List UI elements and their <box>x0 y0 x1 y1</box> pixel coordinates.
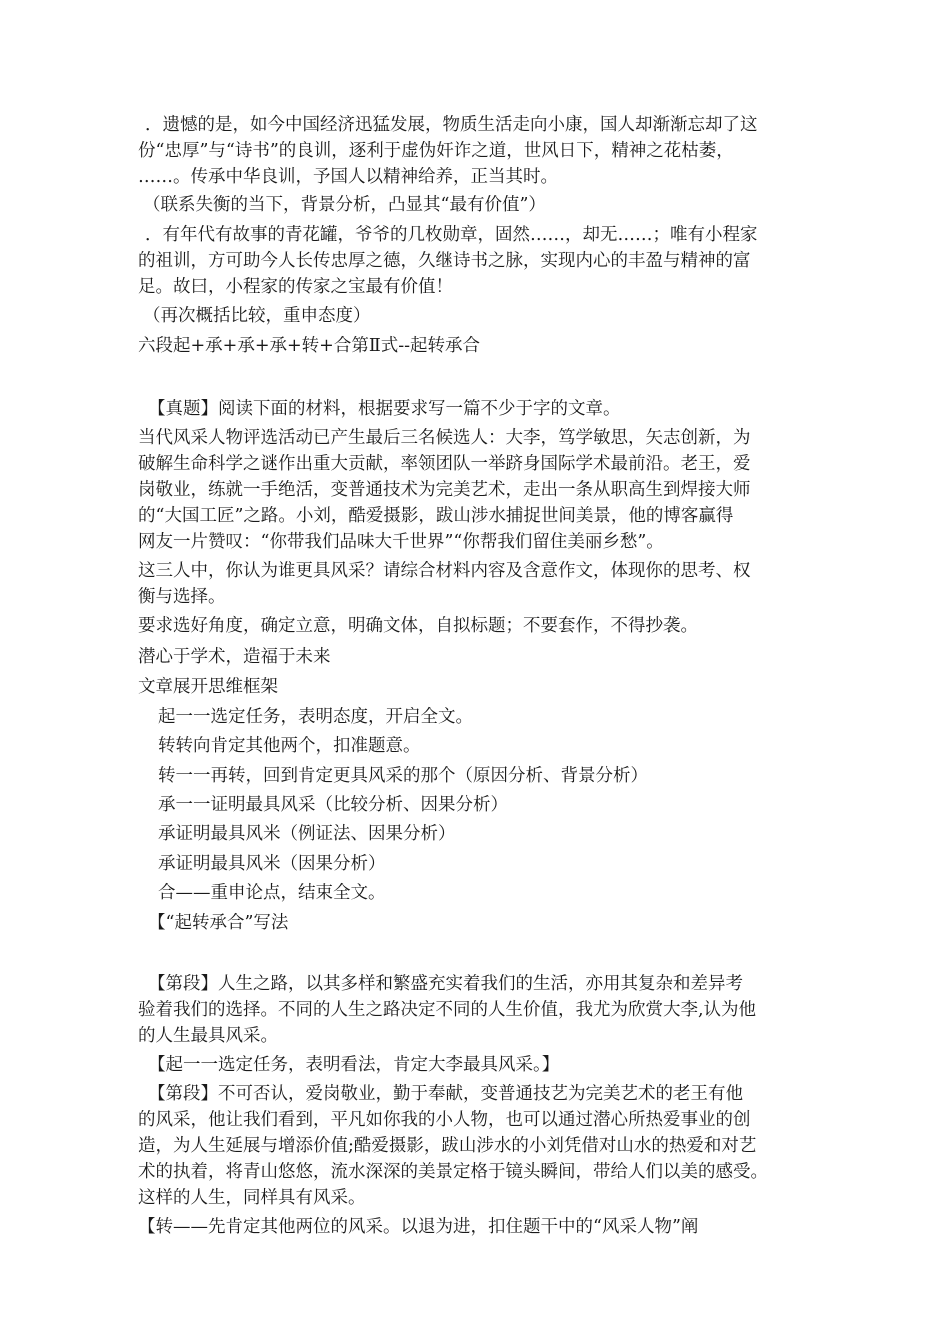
text-line: 足。故曰，小程家的传家之宝最有价值！ <box>138 277 453 297</box>
text-line: ．有年代有故事的青花罐，爷爷的几枚勋章，固然……，却无……；唯有小程家 <box>145 225 758 245</box>
text-line: 转一一再转，回到肯定更具风采的那个（原因分析、背景分析） <box>158 766 648 786</box>
text-line: 起一一选定任务，表明态度，开启全文。 <box>158 707 473 727</box>
text-line: 【真题】阅读下面的材料，根据要求写一篇不少于字的文章。 <box>148 399 621 419</box>
text-line: 【第段】人生之路，以其多样和繁盛充实着我们的生活，亦用其复杂和差异考 <box>148 974 743 994</box>
text-line: 验着我们的选择。不同的人生之路决定不同的人生价值，我尤为欣赏大李,认为他 <box>138 1000 757 1020</box>
text-line: 这三人中，你认为谁更具风采？请综合材料内容及含意作文，体现你的思考、权 <box>138 561 751 581</box>
text-line: 【起一一选定任务，表明看法，肯定大李最具风采。】 <box>148 1055 560 1075</box>
text-line: 这样的人生，同样具有风采。 <box>138 1188 366 1208</box>
text-line: 【转——先肯定其他两位的风采。以退为进，扣住题干中的“风采人物”阐 <box>138 1217 699 1237</box>
text-line: 承证明最具风米（因果分析） <box>158 854 386 874</box>
text-line: 网友一片赞叹：“你带我们品味大千世界”“你帮我们留住美丽乡愁”。 <box>138 532 664 552</box>
text-line: 的祖训，方可助今人长传忠厚之德，久继诗书之脉，实现内心的丰盈与精神的富 <box>138 251 751 271</box>
text-line: 【“起转承合”写法 <box>148 913 289 933</box>
text-line: 承证明最具风米（例证法、因果分析） <box>158 824 456 844</box>
text-line: 潜心于学术，造福于未来 <box>138 647 331 667</box>
text-line: 转转向肯定其他两个，扣准题意。 <box>158 736 421 756</box>
text-line: 份“忠厚”与“诗书”的良训，逐利于虚伪奸诈之道，世风日下，精神之花枯萎， <box>138 141 734 161</box>
text-line: 造，为人生延展与增添价值;酷爱摄影，跋山涉水的小刘凭借对山水的热爱和对艺 <box>138 1136 757 1156</box>
text-line: ……。传承中华良训，予国人以精神给养，正当其时。 <box>138 167 558 187</box>
text-line: 衡与选择。 <box>138 587 226 607</box>
text-line: ．遗憾的是，如今中国经济迅猛发展，物质生活走向小康，国人却渐渐忘却了这 <box>145 115 758 135</box>
text-line: 承一一证明最具风采（比较分析、因果分析） <box>158 795 508 815</box>
text-line: 要求选好角度，确定立意，明确文体，自拟标题；不要套作，不得抄袭。 <box>138 616 698 636</box>
text-line: 的人生最具风采。 <box>138 1026 278 1046</box>
text-line: 的风采，他让我们看到，平凡如你我的小人物，也可以通过潜心所热爱事业的创 <box>138 1110 751 1130</box>
text-line: 术的执着，将青山悠悠，流水深深的美景定格于镜头瞬间，带给人们以美的感受。 <box>138 1162 768 1182</box>
text-line: 的“大国工匠”之路。小刘，酷爱摄影，跋山涉水捕捉世间美景，他的博客赢得 <box>138 506 734 526</box>
text-line: （再次概括比较，重申态度） <box>143 306 371 326</box>
text-line: 【第段】不可否认，爱岗敬业，勤于奉献，变普通技艺为完美艺术的老王有他 <box>148 1084 743 1104</box>
text-line: 文章展开思维框架 <box>138 677 278 697</box>
text-line: 合——重申论点，结束全文。 <box>158 883 386 903</box>
section-heading: 六段起+承+承+承+转+合第Ⅱ式--起转承合 <box>138 336 481 356</box>
text-line: 破解生命科学之谜作出重大贡献，率领团队一举跻身国际学术最前沿。老王，爱 <box>138 454 751 474</box>
text-line: 岗敬业，练就一手绝活，变普通技术为完美艺术，走出一条从职高生到焊接大师 <box>138 480 751 500</box>
text-line: （联系失衡的当下，背景分析，凸显其“最有价值”） <box>143 195 546 215</box>
text-line: 当代风采人物评选活动已产生最后三名候选人：大李，笃学敏思，矢志创新，为 <box>138 428 751 448</box>
